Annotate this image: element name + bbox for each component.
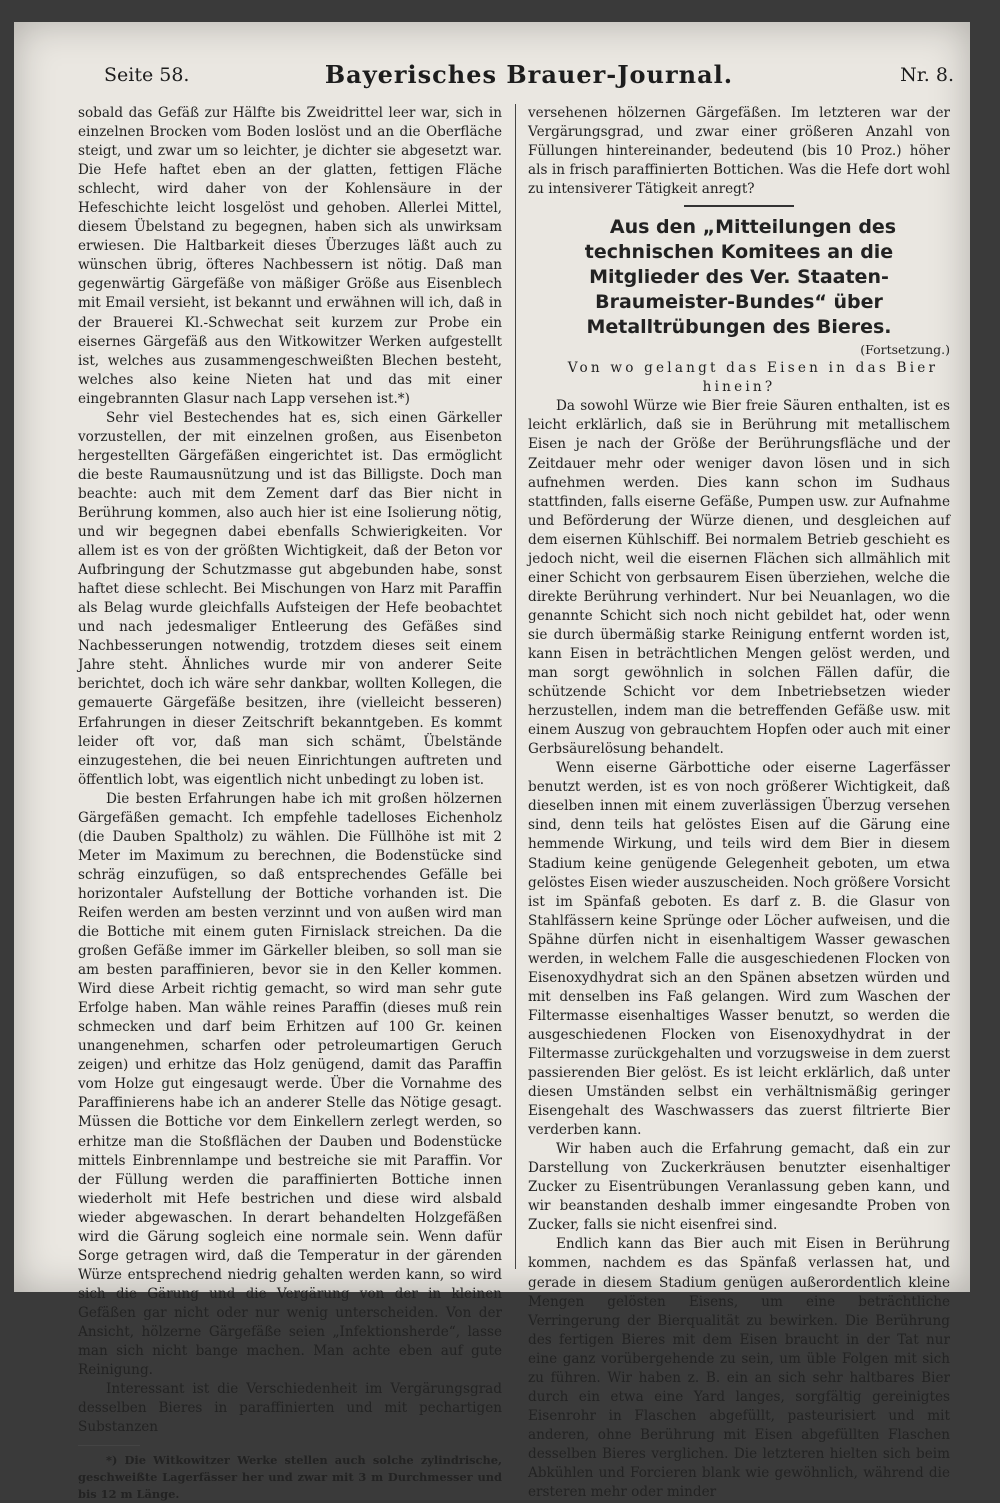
left-paragraph-1: sobald das Gefäß zur Hälfte bis Zweidrittel leer war, sich in einzelnen Brocken vom Boden loslöst und an die Oberfläche steigt, und zwar um so leichter, je dichter sie abgesetzt war. Die Hefe haftet eben an der glatten, fettigen Fläche schlecht, wird daher von der Kohlensäure in der Hefeschichte leicht losgelöst und gehoben. Allerlei Mittel, diesem Übelstand zu begegnen, haben sich als unwirksam erwiesen. Die Haltbarkeit dieses Überzuges läßt auch zu wünschen übrig, öfteres Nachbessern ist nötig. Daß man gegenwärtig Gärgefäße von mäßiger Größe aus Eisenblech mit Email versieht, ist bekannt und erwähnen will ich, daß in der Brauerei Kl.-Schwechat seit kurzem zur Probe ein eisernes Gärgefäß aus den Witkowitzer Werken aufgestellt ist, welches aus zusammengeschweißten Blechen besteht, welches also keine Nieten hat und das mit einer eingebrannten Glasur nach Lapp versehen ist.*) [78,105,502,407]
right-paragraph-2: Wenn eiserne Gärbottiche oder eiserne Lagerfässer benutzt werden, ist es von noch größerer Wichtigkeit, daß dieselben innen mit einem zuverlässigen Überzug versehen sind, denn teils hat gelöstes Eisen auf die Gärung eine hemmende Wirkung, und teils wird dem Bier in diesem Stadium keine genügende Gelegenheit geboten, um etwa gelöstes Eisen wieder auszuscheiden. Noch größere Vorsicht ist im Spänfaß geboten. Es darf z. B. die Glasur von Stahlfässern keine Sprünge oder Löcher aufweisen, und die Spähne dürfen nicht in eisenhaltigem Wasser gewaschen werden, in welchem Falle die ausgeschiedenen Flocken von Eisenoxydhydrat sich an den Spänen absetzen würden und mit denselben ins Faß gelangen. Wird zum Waschen der Filtermasse eisenhaltiges Wasser benutzt, so werden die ausgeschiedenen Flocken von Eisenoxydhydrat in der Filtermasse zurückgehalten und vorzugsweise in dem zuerst passierenden Bier gelöst. Es ist leicht erklärlich, daß unter diesen Umständen selbst ein verhältnismäßig geringer Eisengehalt des Waschwassers das zuerst filtrierte Bier verderben kann. [528,760,950,1139]
page-header [104,60,954,96]
section-title: Aus den „Mitteilungen des technischen Komitees an die Mitglieder des Ver. Staaten-Braumeister-Bundes“ über Metalltrübungen des Bieres. [584,216,897,339]
continuation-note: (Fortsetzung.) [860,342,950,358]
left-paragraph-2: Sehr viel Bestechendes hat es, sich einen Gärkeller vorzustellen, der mit einzelnen großen, aus Eisenbeton hergestellten Gärgefäßen eingerichtet ist. Das ermöglicht die beste Raumausnützung und ist das Billigste. Doch man beachte: auch mit dem Zement darf das Bier nicht in Berührung kommen, also auch hier ist eine Isolierung nötig, und wir begegnen dabei ebenfalls Schwierigkeiten. Vor allem ist es von der größten Wichtigkeit, daß der Beton vor Aufbringung der Schutzmasse gut abgebunden habe, sonst haftet diese schlecht. Bei Mischungen von Harz mit Paraffin als Belag wurde gleichfalls Aufsteigen der Hefe beobachtet und nach jedesmaliger Entleerung des Gefäßes sind Nachbesserungen notwendig, trotzdem dieses seit einem Jahre steht. Ähnliches wurde mir von anderer Seite berichtet, doch ich wäre sehr dankbar, wollten Kollegen, die gemauerte Gärgefäße besitzen, ihre (vielleicht besseren) Erfahrungen in dieser Zeitschrift bekanntgeben. Es kommt leider oft vor, daß man sich schämt, Übelstände einzugestehen, die bei neuen Einrichtungen auftreten und öffentlich lobt, was eigentlich nicht unbedingt zu loben ist. [78,409,502,788]
column-divider [515,104,516,1269]
newspaper-page [14,22,970,1502]
right-paragraph-1: Da sowohl Würze wie Bier freie Säuren enthalten, ist es leicht erklärlich, daß sie in Berührung mit metallischem Eisen je nach der Größe der Berührungsfläche und der Zeitdauer mehr oder weniger davon lösen und in sich aufnehmen werden. Dies kann schon im Sudhaus stattfinden, falls eiserne Gefäße, Pumpen usw. zur Aufnahme und Beförderung der Würze dienen, und desgleichen auf dem eisernen Kühlschiff. Bei normalem Betrieb geschieht es jedoch nicht, weil die eisernen Flächen sich allmählich mit einer Schicht von gerbsaurem Eisen überziehen, welche die direkte Berührung verhindert. Nur bei Neuanlagen, wo die genannte Schicht sich noch nicht gebildet hat, oder wenn sie durch übermäßig starke Reinigung entfernt worden ist, kann Eisen in beträchtlichen Mengen gelöst werden, und man sorgt gewöhnlich in solchen Fällen dafür, die schützende Schicht vor dem Inbetriebsetzen wieder herzustellen, indem man die betreffenden Gefäße usw. mit einem Auszug von gebrauchtem Hopfen oder auch mit einer Gerbsäurelösung behandelt. [528,398,950,758]
footnote-rule [78,1445,140,1446]
left-paragraph-3: Die besten Erfahrungen habe ich mit großen hölzernen Gärgefäßen gemacht. Ich empfehle tadelloses Eichenholz (die Dauben Spaltholz) zu wählen. Die Füllhöhe ist mit 2 Meter im Maximum zu berechnen, die Bodenstücke sind schräg einzufügen, so daß entsprechendes Gefälle bei horizontaler Aufstellung der Bottiche vorhanden ist. Die Reifen werden am besten verzinnt und von außen wird man die Bottiche mit einem guten Firnislack streichen. Da die großen Gefäße immer im Gärkeller bleiben, so soll man sie am besten paraffinieren, bevor sie in den Keller kommen. Wird diese Arbeit richtig gemacht, so wird man sehr gute Erfolge haben. Man wähle reines Paraffin (dieses muß rein schmecken und darf beim Erhitzen auf 100 Gr. keinen unangenehmen, scharfen oder petroleumartigen Geruch zeigen) und erhitze das Holz genügend, damit das Paraffin vom Holze gut eingesaugt werde. Über die Vornahme des Paraffinierens habe ich an anderer Stelle das Nötige gesagt. Müssen die Bottiche vor dem Einkellern zerlegt werden, so erhitze man die Stoßflächen der Dauben und Bodenstücke mittels Einbrennlampe und bestreiche sie mit Paraffin. Vor der Füllung werden die paraffinierten Bottiche innen wiederholt mit Hefe bestrichen und diese wird alsbald wieder abgewaschen. In derart behandelten Holzgefäßen wird die Gärung sogleich eine normale sein. Wenn dafür Sorge getragen wird, daß die Temperatur in der gärenden Würze entsprechend niedrig gehalten werden kann, so wird sich die Gärung und die Vergärung von der in kleinen Gefäßen gar nicht oder nur wenig unterscheiden. Von der Ansicht, hölzerne Gärgefäße seien „Infektionsherde“, lasse man sich nicht bange machen. Man achte eben auf gute Reinigung. [78,790,502,1379]
right-intro-paragraph: versehenen hölzernen Gärgefäßen. Im letzteren war der Vergärungsgrad, und zwar einer größeren Anzahl von Füllungen hintereinander, bedeutend (bis 10 Proz.) höher als in frisch paraffinierten Bottichen. Was die Hefe dort wohl zu intensiverer Tätigkeit anregt? [528,105,950,198]
left-column [78,104,502,1503]
right-paragraph-4: Endlich kann das Bier auch mit Eisen in Berührung kommen, nachdem es das Spänfaß verlassen hat, und gerade in diesem Stadium genügen außerordentlich kleine Mengen gelösten Eisens, um eine beträchtliche Verringerung der Bierqualität zu bewirken. Die Berührung des fertigen Bieres mit dem Eisen braucht in der Tat nur eine ganz vorübergehende zu sein, um üble Folgen mit sich zu führen. Wir haben z. B. ein an sich sehr haltbares Bier durch ein etwa eine Yard langes, sorgfältig gereinigtes Eisenrohr in Flaschen abgefüllt, pasteurisiert und mit anderen, ohne Berührung mit Eisen abgefüllten Flaschen desselben Bieres verglichen. Die letzteren hielten sich beim Abkühlen und Forcieren blank wie gewöhnlich, während die ersteren mehr oder minder [528,1236,950,1501]
issue-number: Nr. 8. [900,64,954,86]
right-column [528,104,950,1502]
section-rule [684,205,794,207]
journal-title: Bayerisches Brauer-Journal. [324,60,734,89]
page-number: Seite 58. [104,64,190,86]
subheading: Von wo gelangt das Eisen in das Bier hinein? [567,360,939,396]
right-paragraph-3: Wir haben auch die Erfahrung gemacht, daß ein zur Darstellung von Zuckerkräusen benutzter eisenhaltiger Zucker zu Eisentrübungen Veranlassung geben kann, und wir beanstanden deshalb immer eingesandte Proben von Zucker, falls sie nicht eisenfrei sind. [528,1141,950,1234]
left-paragraph-4: Interessant ist die Verschiedenheit im Vergärungsgrad desselben Bieres in paraffinierten und mit pechartigen Substanzen [78,1381,502,1436]
footnote: *) Die Witkowitzer Werke stellen auch solche zylindrische, geschweißte Lagerfässer her und zwar mit 3 m Durchmesser und bis 12 m Länge. [78,1453,502,1502]
